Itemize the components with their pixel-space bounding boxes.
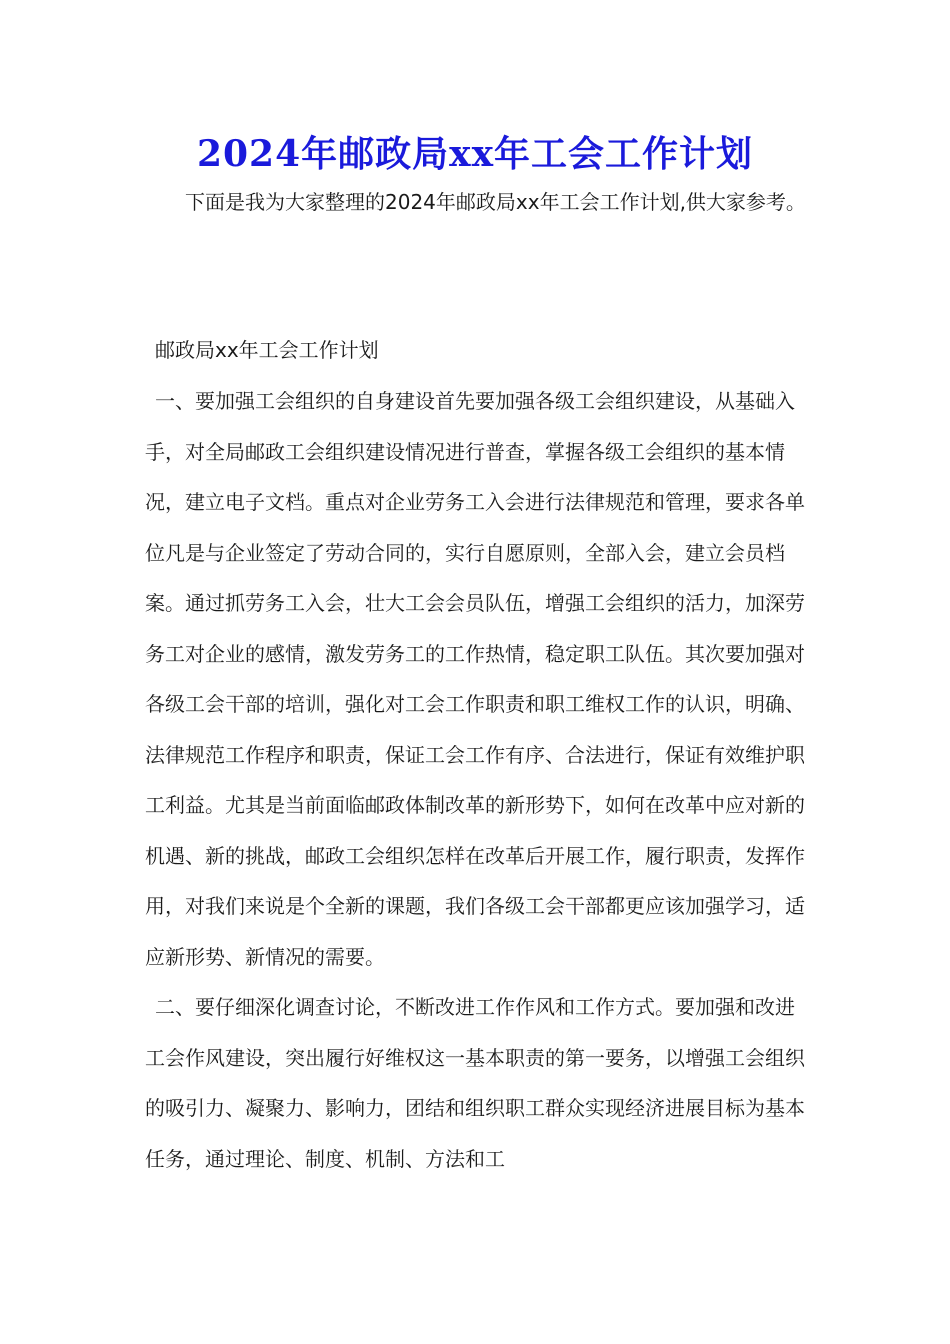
document-title: 2024年邮政局xx年工会工作计划 — [196, 133, 754, 175]
document-body — [145, 376, 810, 1184]
body-paragraph-1: 一、要加强工会组织的自身建设首先要加强各级工会组织建设，从基础入手，对全局邮政工会组织建设情况进行普查，掌握各级工会组织的基本情况，建立电子文档。重点对企业劳务工入会进行法律规范和管理，要求各单位凡是与企业签定了劳动合同的，实行自愿原则，全部入会，建立会员档案。通过抓劳务工入会，壮大工会会员队伍，增强工会组织的活力，加深劳务工对企业的感情，激发劳务工的工作热情，稳定职工队伍。其次要加强对各级工会干部的培训，强化对工会工作职责和职工维权工作的认识，明确、法律规范工作程序和职责，保证工会工作有序、合法进行，保证有效维护职工利益。尤其是当前面临邮政体制改革的新形势下，如何在改革中应对新的机遇、新的挑战，邮政工会组织怎样在改革后开展工作，履行职责，发挥作用，对我们来说是个全新的课题，我们各级工会干部都更应该加强学习，适应新形势、新情况的需要。 — [145, 389, 805, 969]
intro-paragraph: 下面是我为大家整理的2024年邮政局xx年工会工作计划,供大家参考。 — [185, 190, 806, 214]
body-paragraph-2: 二、要仔细深化调查讨论，不断改进工作作风和工作方式。要加强和改进工会作风建设，突出履行好维权这一基本职责的第一要务，以增强工会组织的吸引力、凝聚力、影响力，团结和组织职工群众实现经济进展目标为基本任务，通过理论、制度、机制、方法和工 — [145, 995, 805, 1171]
section-heading: 邮政局xx年工会工作计划 — [155, 338, 379, 362]
